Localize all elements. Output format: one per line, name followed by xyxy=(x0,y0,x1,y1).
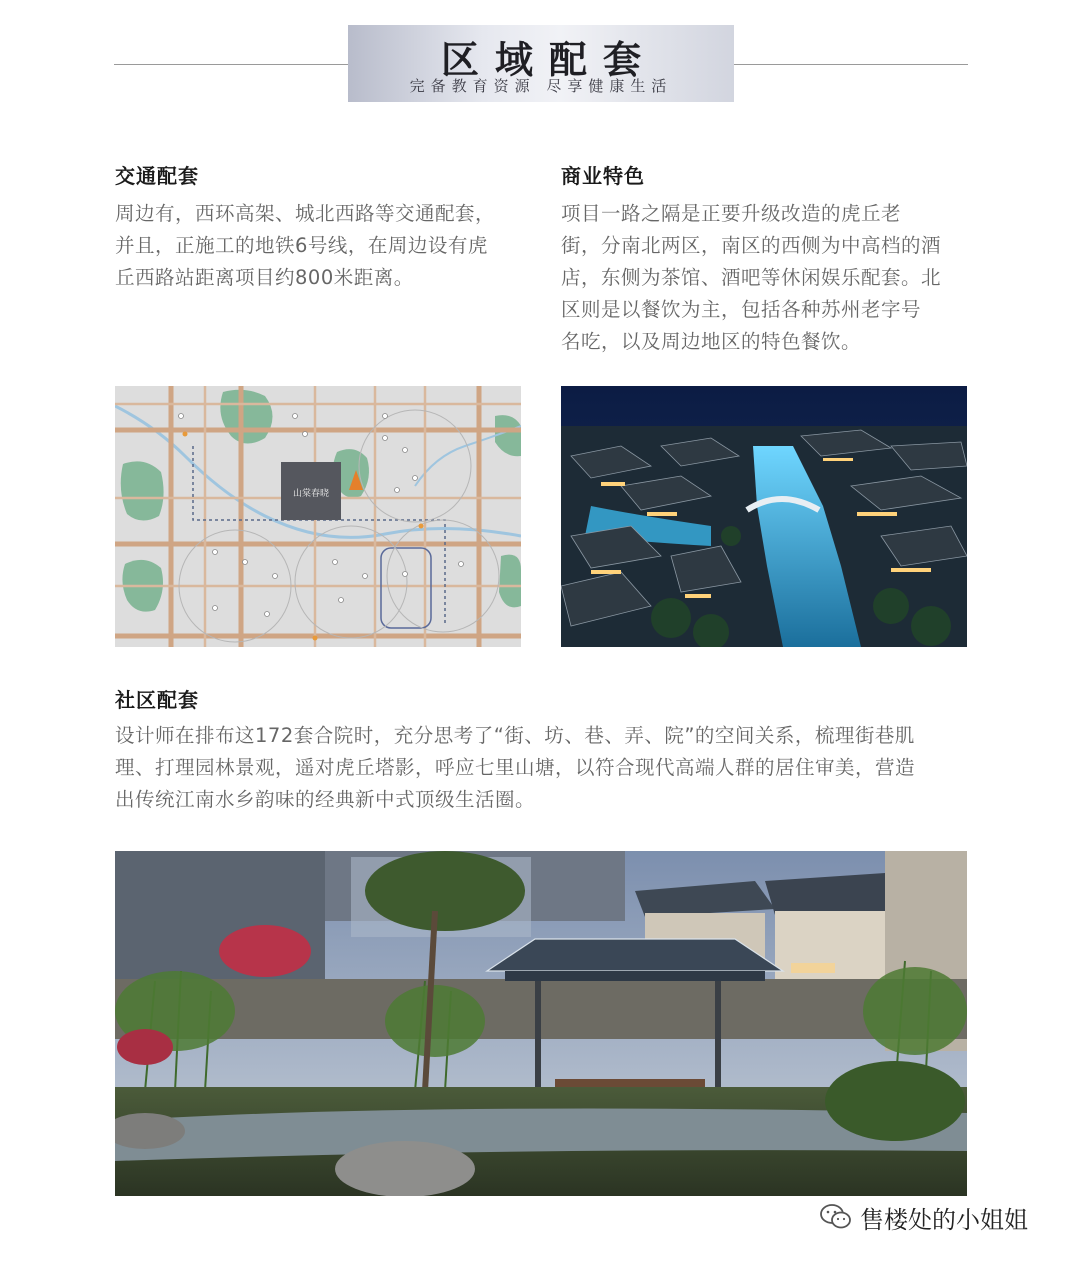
header-rule-left xyxy=(114,64,348,65)
garden-scene-graphic xyxy=(115,851,967,1196)
map-project-logo: 山棠春晓 xyxy=(292,489,330,499)
transport-line: 丘西路站距离项目约800米距离。 xyxy=(115,266,414,289)
map-graphic xyxy=(115,386,521,647)
commerce-line: 店，东侧为茶馆、酒吧等休闲娱乐配套。北 xyxy=(561,266,942,289)
community-line: 出传统江南水乡韵味的经典新中式顶级生活圈。 xyxy=(115,788,536,811)
community-line: 设计师在排布这172套合院时，充分思考了“街、坊、巷、弄、院”的空间关系，梳理街巷肌 xyxy=(115,724,915,747)
page-title: 区域配套 xyxy=(440,37,657,82)
commerce-line: 区则是以餐饮为主，包括各种苏州老字号 xyxy=(561,298,922,321)
header-rule-right xyxy=(734,64,968,65)
transport-heading: 交通配套 xyxy=(115,164,199,188)
transport-text xyxy=(115,198,535,294)
community-heading: 社区配套 xyxy=(115,688,199,712)
community-line: 理、打理园林景观，遥对虎丘塔影，呼应七里山塘，以符合现代高端人群的居住审美，营造 xyxy=(115,756,916,779)
old-street-night-image xyxy=(561,386,967,647)
community-text xyxy=(115,720,975,816)
commerce-line: 街，分南北两区，南区的西侧为中高档的酒 xyxy=(561,234,942,257)
wechat-icon xyxy=(820,1203,852,1231)
commerce-line: 项目一路之隔是正要升级改造的虎丘老 xyxy=(561,202,902,225)
account-name: 售楼处的小姐姐 xyxy=(860,1205,1028,1234)
account-watermark xyxy=(820,1200,1028,1234)
garden-pavilion-image xyxy=(115,851,967,1196)
transport-line: 并且，正施工的地铁6号线，在周边设有虎 xyxy=(115,234,488,257)
transport-line: 周边有，西环高架、城北西路等交通配套， xyxy=(115,202,496,225)
location-map xyxy=(115,386,521,647)
commerce-line: 名吃，以及周边地区的特色餐饮。 xyxy=(561,330,862,353)
section-banner xyxy=(348,25,734,102)
page-subtitle: 完备教育资源 尽享健康生活 xyxy=(409,77,673,95)
commerce-text xyxy=(561,198,981,358)
night-scene-graphic xyxy=(561,386,967,647)
commerce-heading: 商业特色 xyxy=(561,164,645,188)
